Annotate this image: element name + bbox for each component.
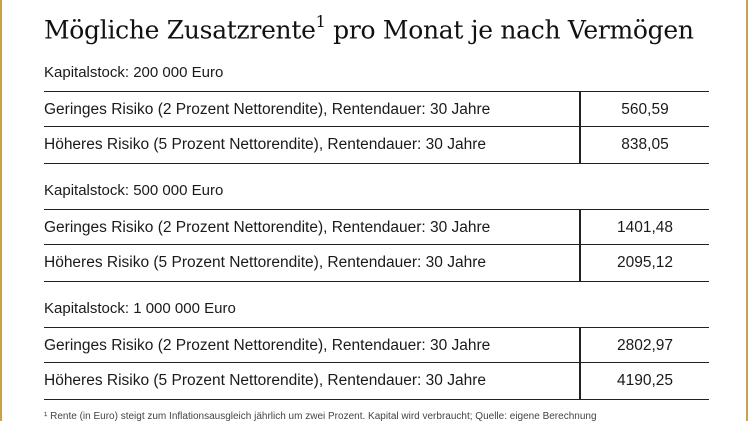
- row-label: Höheres Risiko (5 Prozent Nettorendite), Rentendauer: 30 Jahre: [44, 372, 486, 389]
- table-row: [44, 244, 709, 282]
- row-value: 560,59: [621, 101, 669, 118]
- footnote: ¹ Rente (in Euro) steigt zum Inflationsausgleich jährlich um zwei Prozent. Kapital wird verbraucht; Quelle: eigene Berechnung: [44, 411, 597, 422]
- row-label: Geringes Risiko (2 Prozent Nettorendite), Rentendauer: 30 Jahre: [44, 219, 491, 236]
- row-label: Höheres Risiko (5 Prozent Nettorendite), Rentendauer: 30 Jahre: [44, 254, 486, 271]
- page-title: [44, 14, 694, 44]
- frame-left-border: [0, 0, 2, 421]
- group-heading-500k: Kapitalstock: 500 000 Euro: [44, 182, 224, 199]
- row-value: 2802,97: [616, 337, 674, 354]
- frame-right-border: [746, 0, 748, 421]
- row-label: Höheres Risiko (5 Prozent Nettorendite), Rentendauer: 30 Jahre: [44, 136, 486, 153]
- row-value: 1401,48: [616, 219, 674, 236]
- title-footnote-mark: 1: [315, 12, 326, 31]
- table-row: [44, 327, 709, 364]
- table-row: [44, 209, 709, 246]
- row-value: 838,05: [621, 136, 669, 153]
- row-value: 2095,12: [616, 254, 674, 271]
- group-heading-200k: Kapitalstock: 200 000 Euro: [44, 64, 224, 81]
- table-row: [44, 126, 709, 164]
- table-row: [44, 91, 709, 128]
- title-rest: pro Monat je nach Vermögen: [325, 15, 694, 45]
- table-row: [44, 362, 709, 400]
- row-label: Geringes Risiko (2 Prozent Nettorendite), Rentendauer: 30 Jahre: [44, 101, 491, 118]
- row-value: 4190,25: [616, 372, 674, 389]
- title-text: Mögliche Zusatzrente: [44, 15, 316, 45]
- row-label: Geringes Risiko (2 Prozent Nettorendite), Rentendauer: 30 Jahre: [44, 337, 491, 354]
- group-heading-1m: Kapitalstock: 1 000 000 Euro: [44, 300, 236, 317]
